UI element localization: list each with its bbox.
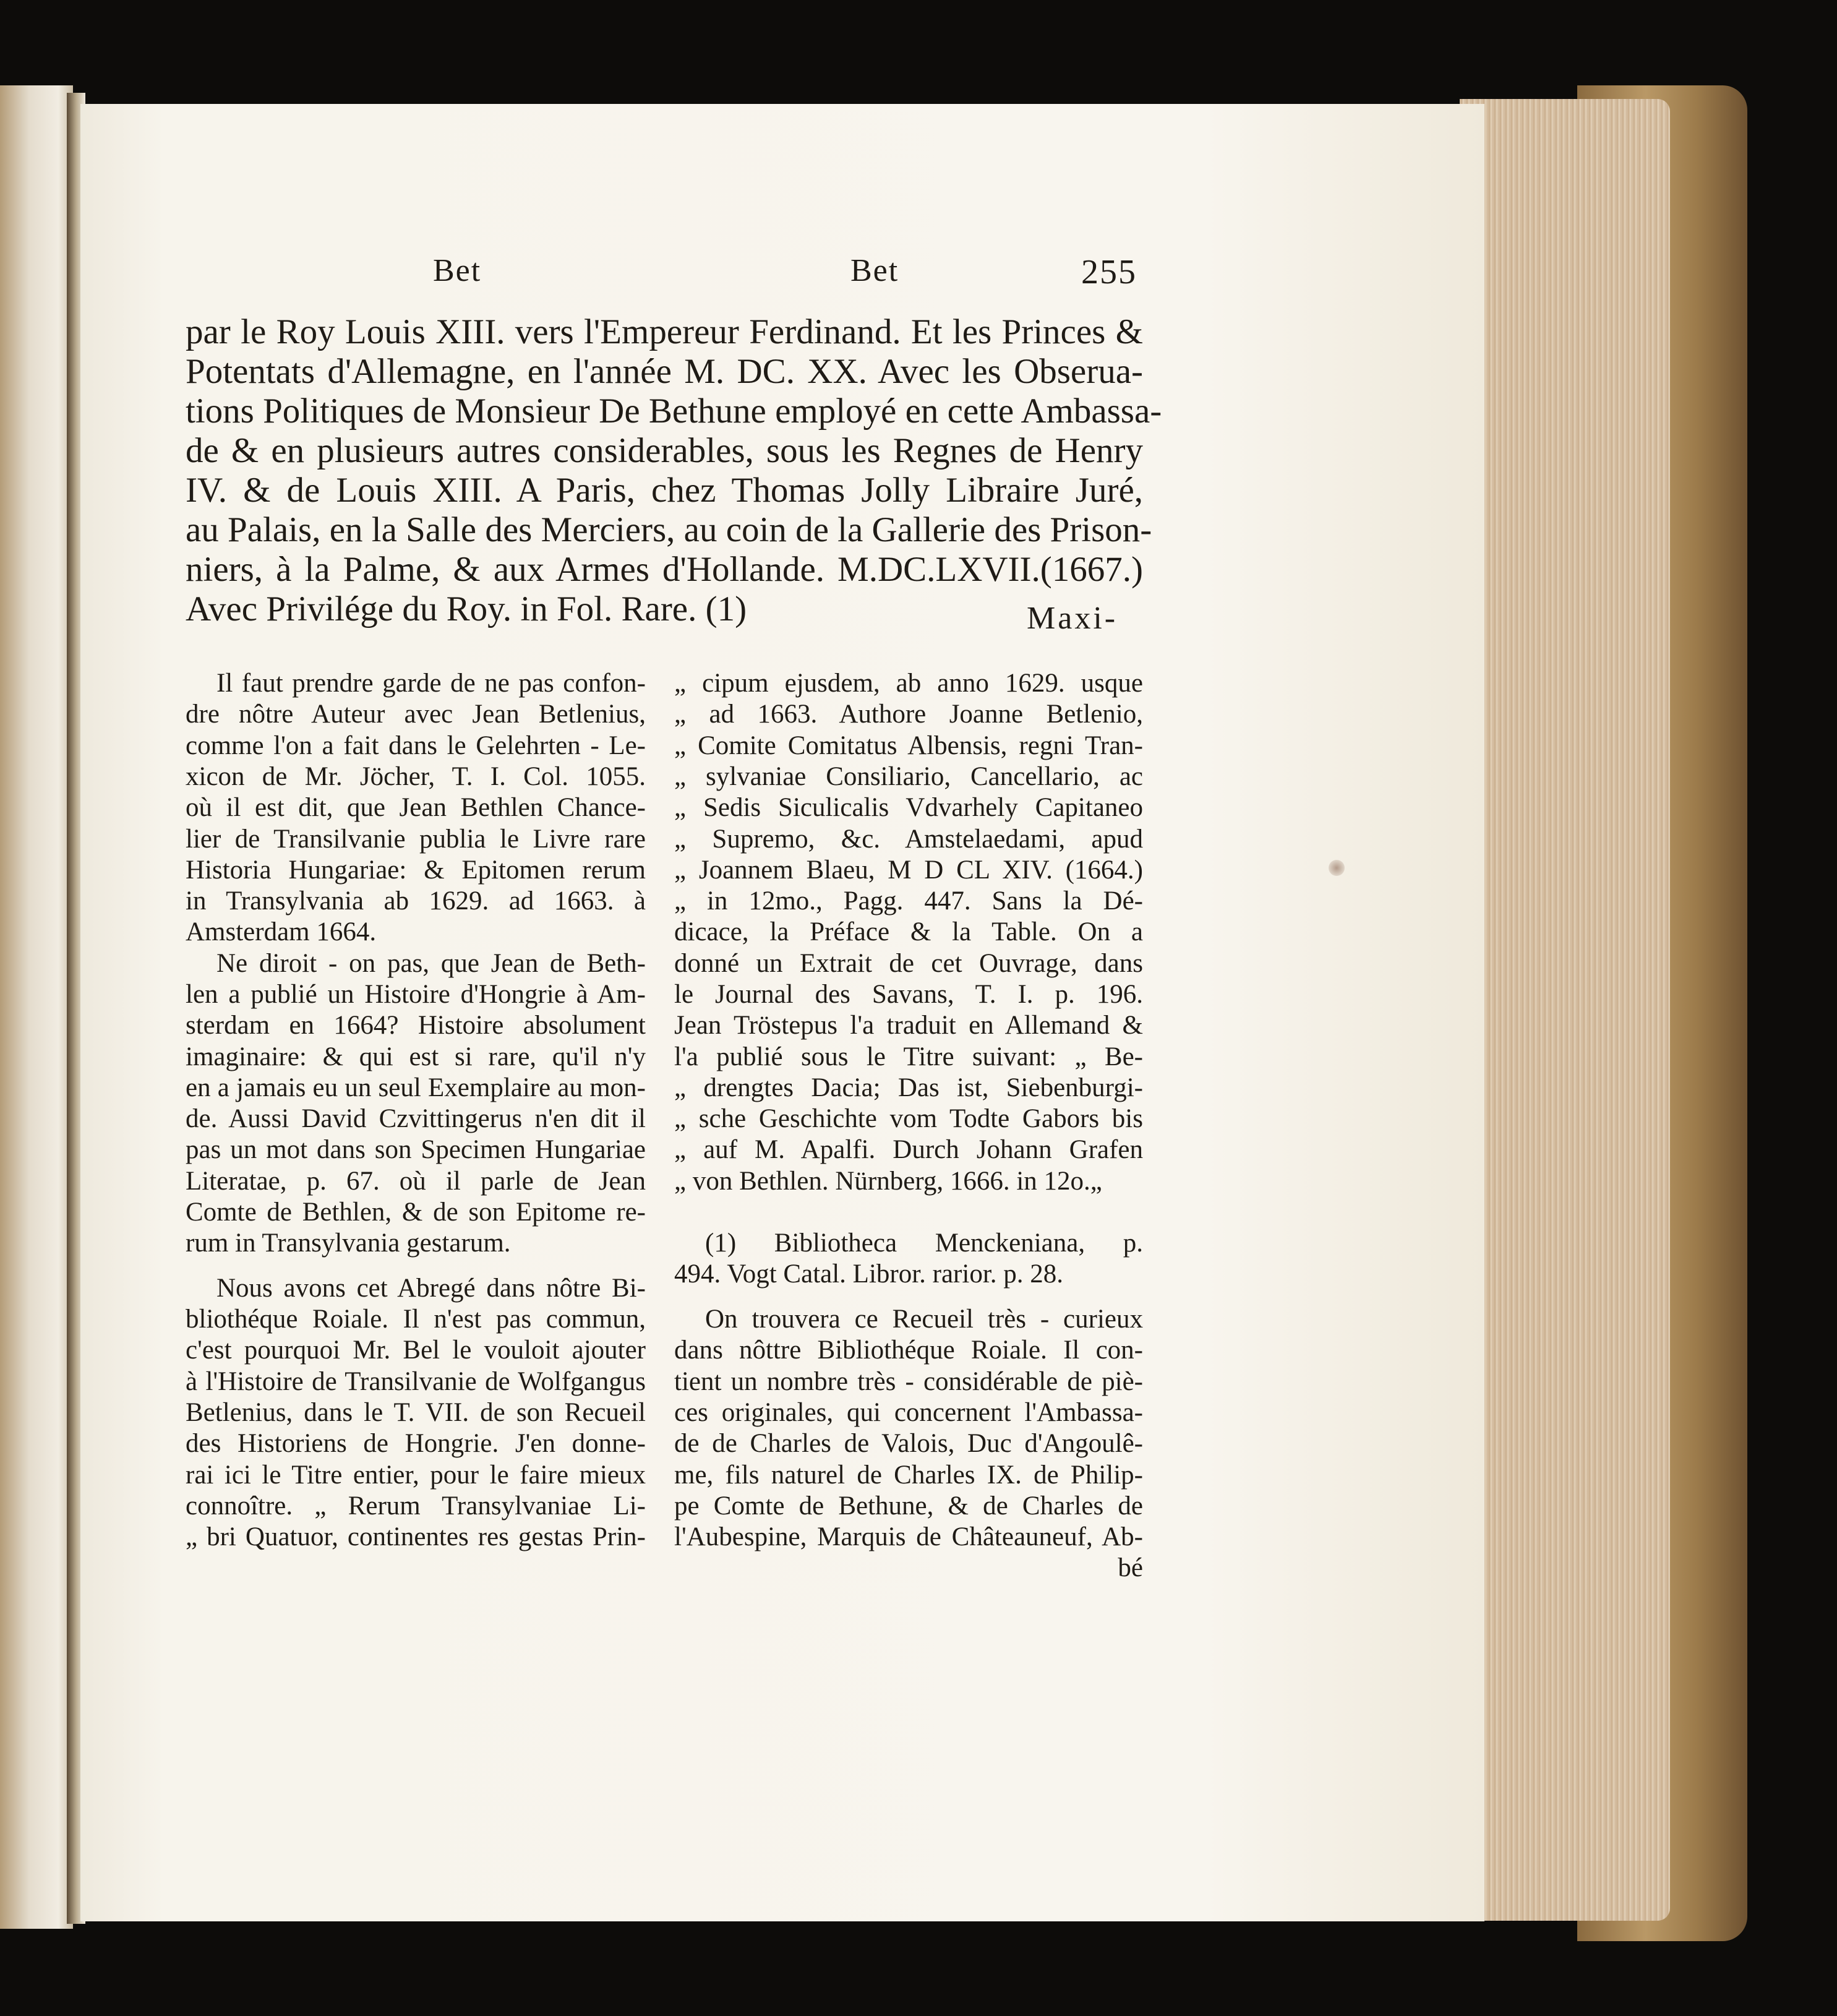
- catchword: Maxi-: [1027, 601, 1118, 636]
- right-column-line: „ sylvaniae Consiliario, Cancellario, ac: [674, 762, 1143, 791]
- right-column-line: „ sche Geschichte vom Todte Gabors bis: [674, 1104, 1143, 1133]
- right-column-line: tient un nombre très - considérable de piè-: [674, 1367, 1143, 1396]
- right-column-line: „ in 12mo., Pagg. 447. Sans la Dé-: [674, 886, 1143, 916]
- entry-title-line: niers, à la Palme, & aux Armes d'Hollande. M.DC.LXVII.(1667.): [186, 550, 1143, 589]
- footnote-line: (1) Bibliotheca Menckeniana, p.: [705, 1229, 1143, 1258]
- left-column-line: imaginaire: & qui est si rare, qu'il n'y: [186, 1042, 646, 1071]
- left-column-line: rai ici le Titre entier, pour le faire mieux: [186, 1461, 646, 1490]
- right-column-line: „ ad 1663. Authore Joanne Betlenio,: [674, 700, 1143, 729]
- right-column-line: dicace, la Préface & la Table. On a: [674, 917, 1143, 946]
- entry-title-line: Avec Privilége du Roy. in Fol. Rare. (1): [186, 590, 747, 628]
- left-column-line: Nous avons cet Abregé dans nôtre Bi-: [216, 1274, 646, 1303]
- left-column-line: „ bri Quatuor, continentes res gestas Prin-: [186, 1522, 646, 1551]
- left-column-line: connoître. „ Rerum Transylvaniae Li-: [186, 1491, 646, 1521]
- left-column-line: lier de Transilvanie publia le Livre rare: [186, 825, 646, 854]
- right-column-line: „ Joannem Blaeu, M D CL XIV. (1664.): [674, 856, 1143, 885]
- right-column-line: „ Supremo, &c. Amstelaedami, apud: [674, 825, 1143, 854]
- left-column-line: len a publié un Histoire d'Hongrie à Am-: [186, 980, 646, 1009]
- right-column-line: le Journal des Savans, T. I. p. 196.: [674, 980, 1143, 1009]
- footnote-line: 494. Vogt Catal. Libror. rarior. p. 28.: [674, 1259, 1064, 1289]
- left-column-line: in Transylvania ab 1629. ad 1663. à: [186, 886, 646, 916]
- right-column-line: me, fils naturel de Charles IX. de Philip-: [674, 1461, 1143, 1490]
- right-column-line: bé: [1118, 1553, 1143, 1582]
- entry-title-line: Potentats d'Allemagne, en l'année M. DC. XX. Avec les Obseruа-: [186, 352, 1143, 391]
- right-column-line: donné un Extrait de cet Ouvrage, dans: [674, 949, 1143, 978]
- right-column-line: „ Comite Comitatus Albensis, regni Tran-: [674, 731, 1143, 760]
- right-column-line: dans nôttre Bibliothéque Roiale. Il con-: [674, 1336, 1143, 1365]
- left-column-line: dre nôtre Auteur avec Jean Betlenius,: [186, 700, 646, 729]
- page-number: 255: [1081, 253, 1137, 291]
- left-column-line: Ne diroit - on pas, que Jean de Beth-: [216, 949, 646, 978]
- left-column-line: pas un mot dans son Specimen Hungariae: [186, 1135, 646, 1164]
- right-column-line: l'Aubespine, Marquis de Châteauneuf, Ab-: [674, 1522, 1143, 1551]
- left-column-line: Literatae, p. 67. où il parle de Jean: [186, 1167, 646, 1196]
- left-column-line: Amsterdam 1664.: [186, 917, 377, 946]
- right-column-line: ces originales, qui concernent l'Ambassa-: [674, 1398, 1143, 1427]
- right-column-line: „ von Bethlen. Nürnberg, 1666. in 12o.„: [674, 1167, 1102, 1196]
- left-column-line: à l'Histoire de Transilvanie de Wolfgangus: [186, 1367, 646, 1396]
- running-header-left: Bet: [433, 253, 482, 288]
- right-column-line: de de Charles de Valois, Duc d'Angoulê-: [674, 1429, 1143, 1458]
- right-column-line: On trouvera ce Recueil très - curieux: [705, 1305, 1143, 1334]
- right-column-line: „ cipum ejusdem, ab anno 1629. usque: [674, 669, 1143, 698]
- right-column-line: l'a publié sous le Titre suivant: „ Be-: [674, 1042, 1143, 1071]
- left-column-line: rum in Transylvania gestarum.: [186, 1229, 511, 1258]
- left-column-line: sterdam en 1664? Histoire absolument: [186, 1011, 646, 1040]
- left-column-line: où il est dit, que Jean Bethlen Chance-: [186, 793, 646, 822]
- left-column-line: Comte de Bethlen, & de son Epitome re-: [186, 1198, 646, 1227]
- right-column-line: „ Sedis Siculicalis Vdvarhely Capitaneo: [674, 793, 1143, 822]
- running-header-center: Bet: [850, 253, 899, 288]
- right-column-line: Jean Tröstерus l'a traduit en Allemand &: [674, 1011, 1143, 1040]
- right-column-line: pe Comte de Bethune, & de Charles de: [674, 1491, 1143, 1521]
- left-column-line: des Historiens de Hongrie. J'en donne-: [186, 1429, 646, 1458]
- entry-title-line: au Palais, en la Salle des Merciers, au coin de la Gallerie des Prison-: [186, 510, 1152, 549]
- left-column-line: c'est pourquoi Mr. Bel le vouloit ajouter: [186, 1336, 646, 1365]
- left-column-line: comme l'on a fait dans le Gelehrten - Le-: [186, 731, 646, 760]
- entry-title-line: IV. & de Louis XIII. A Paris, chez Thomas Jolly Libraire Juré,: [186, 471, 1143, 510]
- entry-title-line: par le Roy Louis XIII. vers l'Empereur Ferdinand. Et les Princes &: [186, 312, 1143, 351]
- left-column-line: en a jamais eu un seul Exemplaire au mon-: [186, 1073, 646, 1102]
- left-page-edge: [0, 85, 73, 1929]
- left-column-line: Il faut prendre garde de ne pas confon-: [216, 669, 646, 698]
- right-column-line: „ drengtes Dacia; Das ist, Siebenburgi-: [674, 1073, 1143, 1102]
- left-column-line: bliothéque Roiale. Il n'est pas commun,: [186, 1305, 646, 1334]
- page-block-edges: [1460, 99, 1670, 1921]
- left-column-line: xicon de Mr. Jöcher, T. I. Col. 1055.: [186, 762, 646, 791]
- page-stain: [1329, 860, 1345, 876]
- left-column-line: de. Aussi David Czvittingerus n'en dit il: [186, 1104, 646, 1133]
- left-column-line: Betlenius, dans le T. VII. de son Recueil: [186, 1398, 646, 1427]
- entry-title-line: tions Politiques de Monsieur De Bethune employé en cette Ambassa-: [186, 392, 1162, 431]
- entry-title-line: de & en plusieurs autres considerables, sous les Regnes de Henry: [186, 431, 1143, 470]
- left-column-line: Historia Hungariae: & Epitomen rerum: [186, 856, 646, 885]
- right-column-line: „ auf M. Apalfi. Durch Johann Grafen: [674, 1135, 1143, 1164]
